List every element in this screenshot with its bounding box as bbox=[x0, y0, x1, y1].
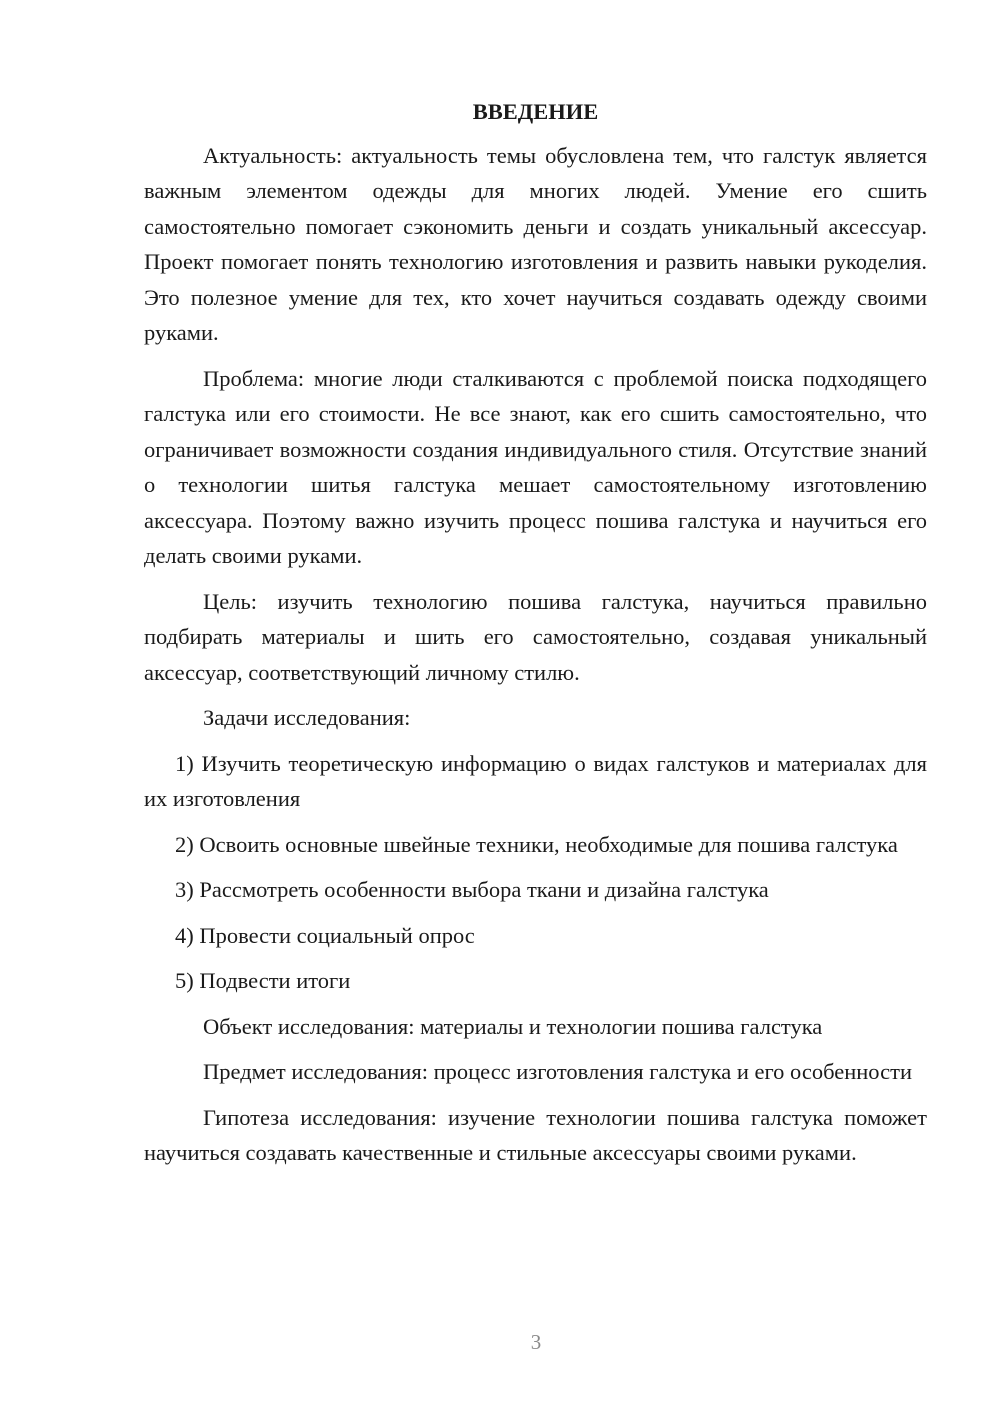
list-item: 2) Освоить основные швейные техники, необходимые для пошива галстука bbox=[175, 831, 898, 857]
page-number: 3 bbox=[530, 1330, 542, 1354]
list-item: 5) Подвести итоги bbox=[175, 968, 351, 993]
problem-paragraph: Проблема: многие люди сталкиваются с проблемой поиска подходящего галстука или его стоимости. Не все знают, как его сшить самостоятельно, что ограничивает возможности создания индивидуального стиля. Отсутствие знаний о технологии шитья галстука мешает самостоятельному изготовлению аксессуара. Поэтому важно изучить процесс пошива галстука и научиться его делать своими руками. bbox=[144, 365, 927, 568]
relevance-paragraph: Актуальность: актуальность темы обусловлена тем, что галстук является важным элементом одежды для многих людей. Умение его сшить самостоятельно помогает сэкономить деньги и создать уникальный аксессуар. Проект помогает понять технологию изготовления и развить навыки рукоделия. Это полезное умение для тех, кто хочет научиться создавать одежду своими руками. bbox=[144, 142, 927, 345]
page-title: ВВЕДЕНИЕ bbox=[472, 99, 599, 124]
tasks-heading: Задачи исследования: bbox=[203, 705, 411, 730]
tasks-list bbox=[144, 746, 927, 999]
list-item: 1) Изучить теоретическую информацию о видах галстуков и материалах для их изготовления bbox=[144, 750, 927, 811]
list-item: 3) Рассмотреть особенности выбора ткани и дизайна галстука bbox=[175, 877, 769, 902]
goal-paragraph: Цель: изучить технологию пошива галстука, научиться правильно подбирать материалы и шить его самостоятельно, создавая уникальный аксессуар, соответствующий личному стилю. bbox=[144, 588, 927, 685]
page-body bbox=[144, 94, 927, 1181]
hypothesis-paragraph: Гипотеза исследования: изучение технологии пошива галстука поможет научиться создавать качественные и стильные аксессуары своими руками. bbox=[144, 1104, 927, 1165]
object-paragraph: Объект исследования: материалы и технологии пошива галстука bbox=[203, 1013, 823, 1039]
subject-paragraph: Предмет исследования: процесс изготовления галстука и его особенности bbox=[203, 1059, 912, 1084]
list-item: 4) Провести социальный опрос bbox=[175, 922, 475, 948]
